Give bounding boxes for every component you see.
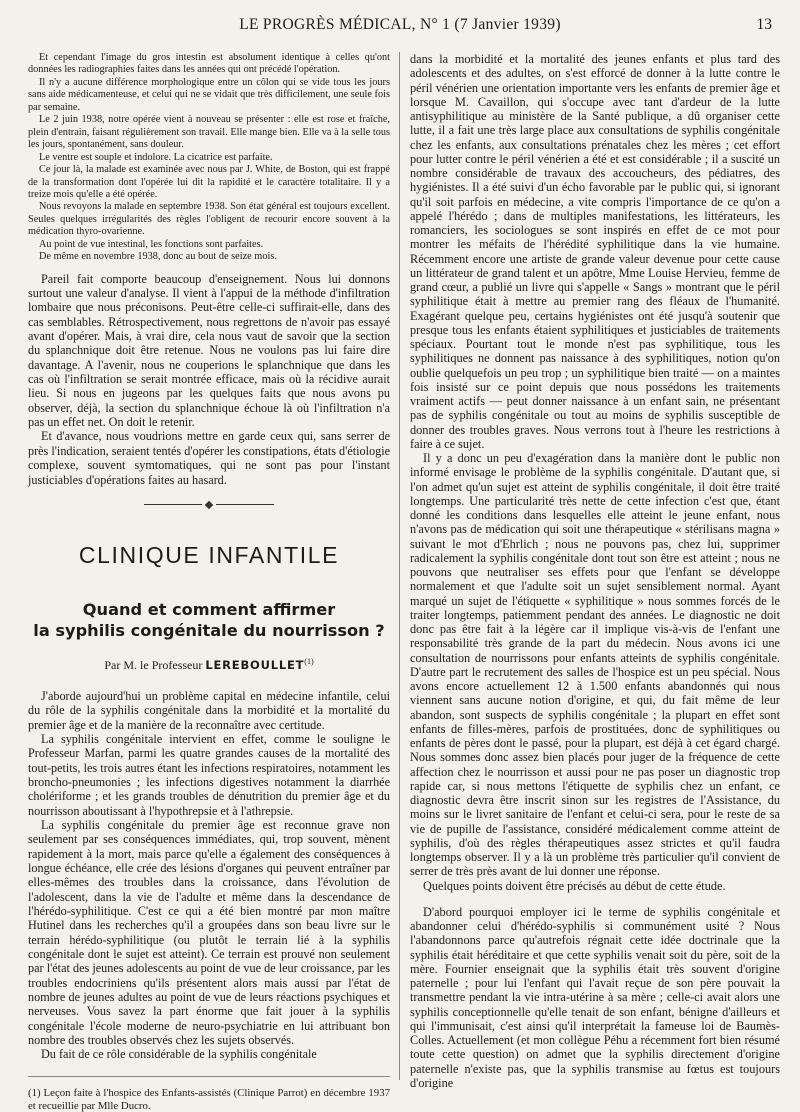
column-divider xyxy=(399,52,400,1080)
conclusion-paragraph: Pareil fait comporte beaucoup d'enseignement. Nous lui donnons surtout une valeur d'analyse. Il vient à l'appui de la méthode d'infiltration lombaire que nous préconisons. Peut-être celle-ci suffirait-elle, dans des cas semblables. Rétrospectivement, nous regrettons de n'avoir pas essayé avant d'opérer. Mais, à vrai dire, cela nous vaut de savoir que la section du splanchnique doit être retenue. Nous ne voulons pas lui faire dire davantage. A l'avenir, nous ne couperions le splanchnique que dans les cas où l'infiltration se serait montrée efficace, mais où la récidive aurait lieu. Si nous en jugeons par les quelques faits que nous avons pu observer, déjà, la section du splanchnique échoue là où l'infiltration n'a pas un effet net. On doit le retenir. xyxy=(28,271,390,430)
article-paragraph: dans la morbidité et la mortalité des jeunes enfants et plus tard des adolescents et des adultes, on s'est efforcé de donner à la lutte contre le péril vénérien une orientation importante vers les enfants de premier âge et lorsque M. Cavaillon, qui s'occupe avec tant d'ardeur de la lutte antisyphilitique au ministère de la Santé publique, a dû organiser cette lutte, il a fait une très large place aux consultations de syphilis congénitale chez les enfants, aux consultations prénatales chez les mères ; cet effort pour lutter contre le péril vénérien a été et est considérable ; il a suscité un nombre considérable de travaux des accoucheurs, des pédiatres, des hygiénistes. Il a été suivi d'un écho favorable par le public qui, si ignorant qu'il soit parfois en médecine, a vite compris l'importance de ce qu'on a appelé l'hérédo ; dans de multiples manifestations, les littérateurs, les romanciers, les sociologues se sont inspirés en effet de ce mot pour montrer les méfaits de l'hérédité syphilitique dans la vie humaine. Récemment encore une artiste de grande valeur devenue pour cette cause un littérateur de grand talent et un apôtre, Mme Louise Hervieu, femme de grand cœur, a publié un livre qui s'appelle « Sangs » montrant que le péril syphilitique était à mettre au premier rang des fléaux de l'humanité. Exagérant quelque peu, certains hygiénistes ont été jusqu'à soutenir que presque tous les enfants étaient syphilitiques et justiciables de traitements spéciaux. Pourtant tout le monde n'est pas syphilitique, tous les syphilitiques ne donnent pas naissance à des syphilitiques, notion qu'on oublie quelquefois un peu trop ; un syphilitique bien traité — on a maintes fois insisté sur ce point depuis que nous possédons les traitements vraiment actifs — peut donner naissance à un enfant sain, ne présentant pas de syphilis congénitale ou tout au moins de syphilis susceptible de donner des troubles graves. Nous verrons tout à l'heure les restrictions à faire à ce sujet. xyxy=(410,52,780,451)
footnote-marker: (1) xyxy=(304,656,314,666)
article-paragraph: Quelques points doivent être précisés au début de cette étude. xyxy=(423,878,726,893)
section-title: CLINIQUE INFANTILE xyxy=(78,541,340,568)
case-note: Il n'y a aucune différence morphologique entre un côlon qui se vide tous les jours sans aide médicamenteuse, et celui qui ne se vidait que très difficilement, une seule fois par semaine. xyxy=(28,76,390,113)
footnote: (1) Leçon faite à l'hospice des Enfants-assistés (Clinique Parrot) en décembre 1937 et recueillie par Mlle Ducro. xyxy=(28,1086,390,1112)
article-body-left xyxy=(28,689,390,1062)
case-note: Le 2 juin 1938, notre opérée vient à nouveau se présenter : elle est rose et fraîche, plein d'entrain, faisant régulièrement son travail. Elle mange bien. Elle va à la selle tous les jours, spontanément, sans douleur. xyxy=(28,114,390,151)
case-note: De même en novembre 1938, donc au bout de seize mois. xyxy=(39,251,277,263)
article-paragraph: La syphilis congénitale du premier âge est reconnue grave non seulement par ses conséquences immédiates, qui, trop souvent, mènent rapidement à la mort, mais parce qu'elle a également des conséquences à longue échéance, elle crée des lésions d'organes qui peuvent entraîner par elles-mêmes des troubles dans la croissance, dans l'évolution de l'adolescent, dans la vie de l'adulte et même dans la descendance de l'hérédo-syphilitique. C'est ce qui a été bien montré par mon maître Hutinel dans les recherches qu'il a groupées dans son beau livre sur le terrain hérédo-syphilitique (ou plutôt le terrain lié à la syphilis congénitale dont le sujet est atteint). Ce terrain est prouvé non seulement par l'état des jeunes adolescents au point de vue de leur croissance, par les troubles endocriniens qu'ils présentent alors mais aussi par l'état de nombre de jeunes adultes au point de vue de leurs réactions psychiques et nerveuses. Vous savez la part énorme que fait jouer à la syphilis congénitale l'école moderne de neuro-psychiatrie en lui attribuant bon nombre des troubles observés chez les sujets observés. xyxy=(28,817,390,1048)
left-column xyxy=(28,52,390,1112)
author-name: LEREBOULLET xyxy=(205,657,305,672)
case-note: Nous revoyons la malade en septembre 1938. Son état général est toujours excellent. Seules quelques irrégularités des règles l'obligent de recourir encore souvent à la médication thyro-ovarienne. xyxy=(28,201,390,238)
right-column xyxy=(410,52,780,1090)
article-paragraph: Il y a donc un peu d'exagération dans la manière dont le public non informé envisage le problème de la syphilis congénitale. D'autant que, si l'on admet qu'un sujet est atteint de syphilis congénitale, il doit être traité longtemps. Une particularité très nette de cette infection c'est que, étant donné les conditions dans lesquelles elle atteint le jeune enfant, nous n'avons pas de médication qui soit une thérapeutique « stérilisans magna » suivant le mot d'Ehrlich ; nous ne pouvons pas, chez lui, supprimer radicalement la syphilis congénitale dont tout son être est atteint ; nous ne pouvons que neutraliser ses effets pour que l'enfant se développe normalement et que l'adulte soit un sujet sensiblement normal. Ayant marqué un sujet de l'étiquette « syphilitique » nous sommes forcés de le traiter longtemps, patiemment pendant des années. Le diagnostic ne doit donc pas être fait à la légère car il implique vis-à-vis de l'enfant une responsabilité très grande de la part du médecin. Nous avons ici une consultation de nourrissons pour enfants atteints de syphilis congénitale. D'autre part le recrutement des salles de l'hospice est un peu spécial. Nous avons encore actuellement 12 à 1.500 enfants abandonnés qui nous viennent sans aucune notion d'origine, et qui, du fait même de leur abandon, sont suspects de syphilis congénitale ; la plupart en effet sont enfants de filles-mères, parfois de prostituées, donc de syphilitiques ou enfants de pères dont le passé, pour la plupart, est déjà à cet égard chargé. Nous sommes donc assez bien placés pour juger de la fréquence de cette affection chez le nourrisson et aussi pour ne pas poser un diagnostic trop rapide car, si nous mettons l'étiquette de syphilis chez un enfant, ce diagnostic devra être inscrit sinon sur les registres de l'Assistance, du moins sur le livret sanitaire de l'enfant et celui-ci sera, pour le reste de sa vie de pupille de l'assistance, considéré médicalement comme atteint de syphilis, d'où des règles thérapeutiques assez strictes et qu'il faudra longtemps observer. Il y a là un problème très particulier qu'il convient de serrer de très près avant de lui donner une réponse. xyxy=(410,451,780,879)
article-title-line: la syphilis congénitale du nourrisson ? xyxy=(33,620,385,640)
page-header xyxy=(28,6,772,36)
article-title-line: Quand et comment affirmer xyxy=(82,599,336,619)
conclusion xyxy=(28,272,390,487)
journal-running-title: LE PROGRÈS MÉDICAL, N° 1 (7 Janvier 1939) xyxy=(239,16,561,33)
case-note: Ce jour là, la malade est examinée avec nous par J. White, de Boston, qui est frappé de la transformation dont l'opérée lui dit la rapidité et le caractère totalitaire. Il y a treize mois qu'elle a été opérée. xyxy=(28,164,390,200)
footnote-rule xyxy=(28,1076,390,1077)
conclusion-paragraph: Et d'avance, nous voudrions mettre en garde ceux qui, sans serrer de près l'indication, seraient tentés d'opérer les constipations, états d'étiologie complexe, souvent symtomatiques, qui ne sont pas pour l'instant justiciables d'opérations faites au hasard. xyxy=(28,429,390,487)
case-notes xyxy=(28,52,390,264)
article-paragraph: J'aborde aujourd'hui un problème capital en médecine infantile, celui du rôle de la syphilis congénitale dans la morbidité et la mortalité du premier âge et de la manière de la reconnaître avec certitude. xyxy=(28,688,390,732)
article-paragraph: D'abord pourquoi employer ici le terme de syphilis congénitale et abandonner celui d'hérédo-syphilis si communément usité ? Nous l'abandonnons parce qu'autrefois régnait cette idée doctrinale que la syphilis était héréditaire et que cette syphilis venait soit du père, soit de la mère. Fournier enseignait que la syphilis était très souvent d'origine paternelle ; pour lui l'enfant qui l'avait reçue de son père pouvait la transmettre pendant la vie intra-utérine à sa mère ; celle-ci avait alors une syphilis conceptionnelle qu'elle tenait de son enfant, bénigne d'ailleurs et qui l'immunisait, c'est ainsi qu'il interprétait la fameuse loi de Baumès-Colles. Actuellement (et mon collègue Péhu a récemment fort bien résumé toute cette question) on admet que la syphilis directement d'origine paternelle n'existe pas, que la syphilis transmise au fœtus est toujours d'origine xyxy=(410,904,780,1090)
page-number: 13 xyxy=(756,16,772,33)
article-paragraph: Du fait de ce rôle considérable de la syphilis congénitale xyxy=(41,1047,317,1062)
case-note: Au point de vue intestinal, les fonctions sont parfaites. xyxy=(39,238,264,250)
byline xyxy=(28,657,390,673)
byline-prefix: Par M. le Professeur xyxy=(104,657,203,672)
article-paragraph: La syphilis congénitale intervient en effet, comme le souligne le Professeur Marfan, parmi les quatre grandes causes de la mortalité des tout-petits, les trois autres étant les infections respiratoires, notamment les broncho-pneumonies ; les infections digestives notamment la diarrhée cholériforme ; et les grands troubles de dénutrition du premier âge et du nourrisson aboutissant à l'hypothrepsie et à l'athrepsie. xyxy=(28,731,390,818)
article-title xyxy=(28,599,390,641)
case-note: Le ventre est souple et indolore. La cicatrice est parfaite. xyxy=(39,151,273,163)
case-note: Et cependant l'image du gros intestin est absolument identique à celles qu'ont données les radiographies faites dans les années qui ont précédé l'opération. xyxy=(28,52,390,76)
ornamental-separator xyxy=(144,502,274,508)
